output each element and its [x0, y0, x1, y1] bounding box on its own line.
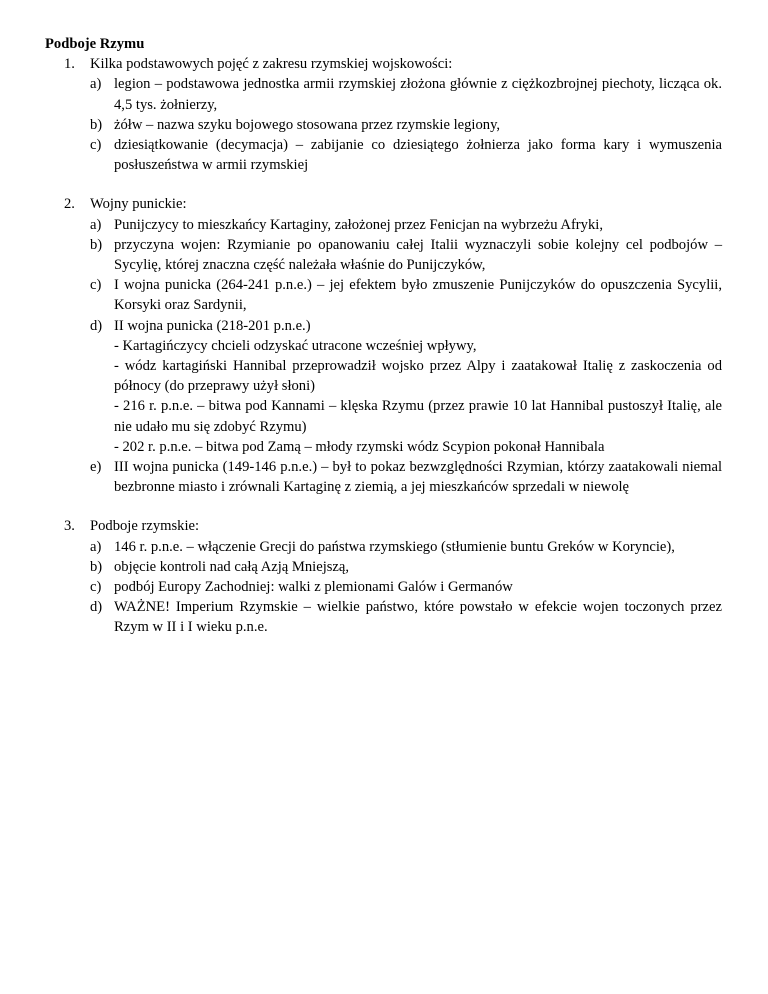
section-heading-text: Kilka podstawowych pojęć z zakresu rzymskiej wojskowości: [90, 56, 453, 73]
item-letter: a) [90, 538, 102, 555]
item-letter: d) [90, 317, 103, 334]
section-heading [45, 194, 722, 214]
list-item [90, 235, 722, 275]
list-item [90, 316, 722, 457]
item-letter: b) [90, 558, 103, 575]
item-letter: e) [90, 459, 102, 476]
list-item [90, 597, 722, 637]
item-letter: a) [90, 76, 102, 93]
document-title: Podboje Rzymu [45, 36, 145, 52]
item-text: Punijczycy to mieszkańcy Kartaginy, założonej przez Fenicjan na wybrzeżu Afryki, [114, 216, 603, 233]
item-text: WAŻNE! Imperium Rzymskie – wielkie państwo, które powstało w efekcie wojen toczonych przez Rzym w II i I wieku p.n.e. [114, 599, 722, 636]
section-heading-text: Wojny punickie: [90, 196, 187, 213]
item-text: objęcie kontroli nad całą Azją Mniejszą, [114, 558, 350, 575]
item-text: dziesiątkowanie (decymacja) – zabijanie co dziesiątego żołnierza jako forma kary i wymuszenia posłuszeństwa w armii rzymskiej [114, 137, 722, 174]
item-letter: b) [90, 116, 103, 133]
list-item [90, 275, 722, 315]
section-heading [45, 516, 722, 536]
item-text: I wojna punicka (264-241 p.n.e.) – jej efektem było zmuszenie Punijczyków do opuszczenia Sycylii, Korsyki oraz Sardynii, [114, 277, 722, 314]
sub-point: - wódz kartagiński Hannibal przeprowadził wojsko przez Alpy i zaatakował Italię z zaskoczenia od północy (do przeprawy użył słoni) [114, 358, 722, 395]
section-items [90, 215, 722, 498]
item-letter: b) [90, 236, 103, 253]
list-item [90, 215, 722, 235]
list-item [90, 74, 722, 114]
item-text: 146 r. p.n.e. – włączenie Grecji do państwa rzymskiego (stłumienie buntu Greków w Koryncie), [114, 538, 675, 555]
item-text: II wojna punicka (218-201 p.n.e.) [114, 317, 311, 334]
list-item [90, 577, 722, 597]
list-item [90, 135, 722, 175]
section-3 [45, 516, 722, 637]
item-letter: a) [90, 216, 102, 233]
section-2 [45, 194, 722, 497]
item-letter: c) [90, 579, 102, 596]
item-text: przyczyna wojen: Rzymianie po opanowaniu całej Italii wyznaczyli sobie kolejny cel podbojów – Sycylię, której znaczna część należała właśnie do Punijczyków, [114, 236, 722, 274]
item-text: legion – podstawowa jednostka armii rzymskiej złożona głównie z ciężkozbrojnej piechoty, licząca ok. 4,5 tys. żołnierzy, [114, 76, 722, 113]
item-text: III wojna punicka (149-146 p.n.e.) – był to pokaz bezwzględności Rzymian, którzy zaatakowali niemal bezbronne miasto i zrównali Kartaginę z ziemią, a jej mieszkańców sprzedali w niewolę [114, 459, 722, 496]
list-item [90, 457, 722, 497]
item-text: podbój Europy Zachodniej: walki z plemionami Galów i Germanów [114, 579, 513, 596]
sub-point: - 202 r. p.n.e. – bitwa pod Zamą – młody rzymski wódz Scypion pokonał Hannibala [114, 438, 605, 455]
list-item [90, 557, 722, 577]
item-letter: c) [90, 137, 102, 154]
list-item [90, 115, 722, 135]
section-number: 1. [64, 56, 75, 73]
section-items [90, 537, 722, 638]
section-number: 2. [64, 196, 75, 213]
section-items [90, 74, 722, 175]
section-heading-text: Podboje rzymskie: [90, 518, 200, 535]
sub-point: - Kartagińczycy chcieli odzyskać utracone wcześniej wpływy, [114, 337, 477, 354]
item-text-block [114, 316, 722, 457]
sub-point: - 216 r. p.n.e. – bitwa pod Kannami – klęska Rzymu (przez prawie 10 lat Hannibal pustoszył Italię, ale nie udało mu się zdobyć Rzymu) [114, 398, 722, 435]
item-letter: c) [90, 277, 102, 294]
section-heading [45, 54, 722, 74]
section-1 [45, 54, 722, 175]
list-item [90, 537, 722, 557]
item-text: żółw – nazwa szyku bojowego stosowana przez rzymskie legiony, [114, 116, 501, 133]
section-number: 3. [64, 518, 75, 535]
item-letter: d) [90, 599, 103, 616]
